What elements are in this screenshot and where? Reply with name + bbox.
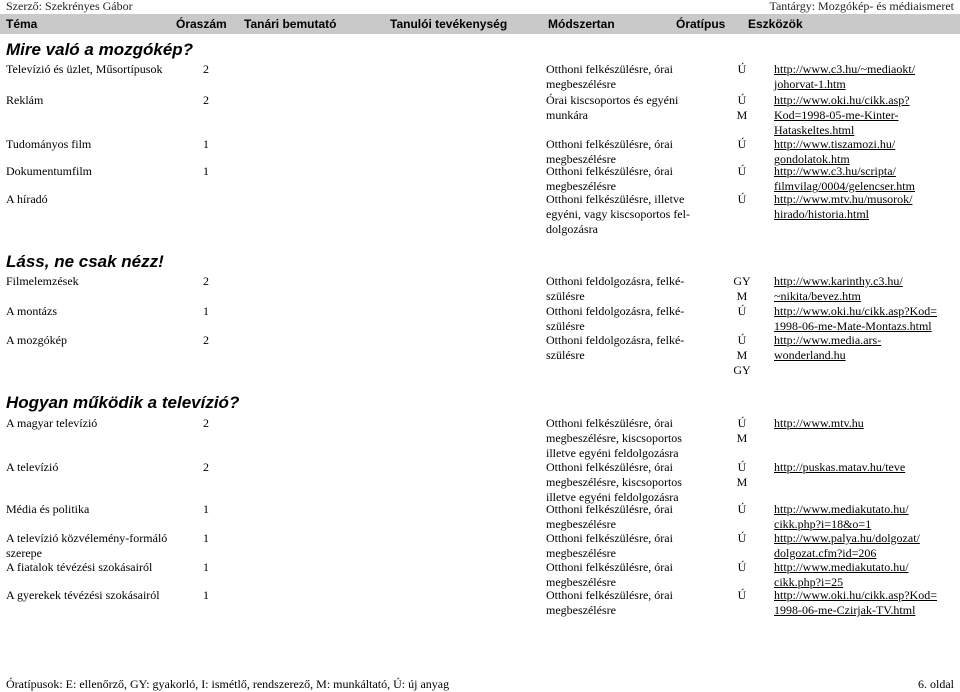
activity-cell xyxy=(546,164,696,194)
hours-cell: 1 xyxy=(203,502,209,516)
activity-cell-line: megbeszélésre xyxy=(546,603,616,617)
col-header-lesson-type: Óratípus xyxy=(676,17,726,31)
activity-cell-line: szülésre xyxy=(546,348,585,362)
lesson-type-cell xyxy=(730,560,754,575)
lesson-type-cell xyxy=(730,304,754,319)
activity-cell-line: Otthoni felkészülésre, órai xyxy=(546,164,673,178)
activity-cell-line: Otthoni feldolgozásra, felké- xyxy=(546,304,685,318)
col-header-teacher-demo: Tanári bemutató xyxy=(244,17,337,31)
topic-cell-line: A televízió közvélemény-formáló xyxy=(6,531,168,545)
hours-cell: 1 xyxy=(203,588,209,602)
tools-link-line[interactable]: cikk.php?i=25 xyxy=(774,575,844,589)
lesson-type-cell xyxy=(730,62,754,77)
col-header-hours: Óraszám xyxy=(176,17,227,31)
tools-link-line[interactable]: gondolatok.htm xyxy=(774,152,850,166)
hours-cell: 2 xyxy=(203,460,209,474)
topic-cell-line: Dokumentumfilm xyxy=(6,164,92,178)
tools-link-line[interactable]: http://www.tiszamozi.hu/ xyxy=(774,137,896,151)
topic-cell xyxy=(6,93,196,108)
tools-link-line[interactable]: http://www.c3.hu/scripta/ xyxy=(774,164,896,178)
tools-link-line[interactable]: 1998-06-me-Czirjak-TV.html xyxy=(774,603,916,617)
tools-link-line[interactable]: johorvat-1.htm xyxy=(774,77,846,91)
hours-cell: 1 xyxy=(203,164,209,178)
activity-cell xyxy=(546,333,696,363)
tools-link[interactable] xyxy=(774,93,954,138)
tools-link-line[interactable]: http://www.palya.hu/dolgozat/ xyxy=(774,531,920,545)
col-header-topic: Téma xyxy=(6,17,38,31)
topic-cell xyxy=(6,137,196,152)
lesson-type-cell-line: Ú xyxy=(737,502,747,516)
lesson-type-cell-line: M xyxy=(736,431,748,445)
lesson-type-cell-line: GY xyxy=(733,274,751,288)
lesson-type-cell-line: Ú xyxy=(737,304,747,318)
topic-cell xyxy=(6,560,196,575)
topic-cell-line: Tudományos film xyxy=(6,137,92,151)
tools-link[interactable] xyxy=(774,137,954,167)
activity-cell-line: Otthoni felkészülésre, órai xyxy=(546,62,673,76)
hours-cell: 1 xyxy=(203,304,209,318)
activity-cell xyxy=(546,588,696,618)
topic-cell-line: Televízió és üzlet, Műsortípusok xyxy=(6,62,163,76)
hours-cell: 2 xyxy=(203,62,209,76)
tools-link[interactable] xyxy=(774,502,954,532)
activity-cell xyxy=(546,502,696,532)
topic-cell-line: A híradó xyxy=(6,192,48,206)
topic-cell xyxy=(6,416,196,431)
lesson-type-cell-line: Ú xyxy=(737,137,747,151)
tools-link-line[interactable]: http://www.oki.hu/cikk.asp?Kod= xyxy=(774,304,937,318)
topic-cell xyxy=(6,274,196,289)
tools-link-line[interactable]: Hataskeltes.html xyxy=(774,123,855,137)
activity-cell-line: munkára xyxy=(546,108,588,122)
lesson-type-cell xyxy=(730,333,754,378)
topic-cell-line: A televízió xyxy=(6,460,59,474)
lesson-type-cell-line: Ú xyxy=(737,62,747,76)
topic-cell xyxy=(6,502,196,517)
topic-cell xyxy=(6,531,196,561)
lesson-type-cell-line: M xyxy=(736,289,748,303)
hours-cell: 2 xyxy=(203,416,209,430)
tools-link-line[interactable]: http://www.karinthy.c3.hu/ xyxy=(774,274,903,288)
activity-cell xyxy=(546,137,696,167)
col-header-tools: Eszközök xyxy=(748,17,803,31)
activity-cell-line: Otthoni felkészülésre, órai xyxy=(546,588,673,602)
activity-cell xyxy=(546,304,696,334)
lesson-type-cell xyxy=(730,164,754,179)
tools-link-line[interactable]: http://www.c3.hu/~mediaokt/ xyxy=(774,62,916,76)
lesson-type-cell xyxy=(730,137,754,152)
activity-cell xyxy=(546,62,696,92)
lesson-type-legend: Óratípusok: E: ellenőrző, GY: gyakorló, I: ismétlő, rendszerező, M: munkáltató, Ú: új anyag xyxy=(6,677,450,691)
activity-cell xyxy=(546,416,696,461)
tools-link-line[interactable]: http://www.mediakutato.hu/ xyxy=(774,560,909,574)
tools-link-line[interactable]: 1998-06-me-Mate-Montazs.html xyxy=(774,319,932,333)
tools-link[interactable] xyxy=(774,62,954,92)
lesson-type-cell-line: Ú xyxy=(737,333,747,347)
tools-link-line[interactable]: http://www.mtv.hu xyxy=(774,416,864,430)
section-title: Láss, ne csak nézz! xyxy=(6,252,164,271)
hours-cell: 2 xyxy=(203,274,209,288)
topic-cell-line: Filmelemzések xyxy=(6,274,79,288)
activity-cell-line: illetve egyéni feldolgozásra xyxy=(546,446,679,460)
topic-cell-line: A fiatalok tévézési szokásairól xyxy=(6,560,153,574)
tools-link[interactable] xyxy=(774,531,954,561)
tools-link[interactable] xyxy=(774,164,954,194)
topic-cell xyxy=(6,333,196,348)
activity-cell-line: Órai kiscsoportos és egyéni xyxy=(546,93,679,107)
tools-link-line[interactable]: ~nikita/bevez.htm xyxy=(774,289,861,303)
lesson-type-cell xyxy=(730,416,754,446)
lesson-type-cell-line: Ú xyxy=(737,460,747,474)
tools-link-line[interactable]: wonderland.hu xyxy=(774,348,846,362)
topic-cell xyxy=(6,62,196,77)
activity-cell-line: Otthoni felkészülésre, órai xyxy=(546,560,673,574)
topic-cell-line: Média és politika xyxy=(6,502,90,516)
table-header xyxy=(0,14,960,34)
tools-link-line[interactable]: http://www.oki.hu/cikk.asp? xyxy=(774,93,910,107)
lesson-type-cell xyxy=(730,531,754,546)
topic-cell xyxy=(6,588,196,603)
page-header xyxy=(0,0,960,14)
activity-cell-line: Otthoni felkészülésre, órai xyxy=(546,137,673,151)
tools-link-line[interactable]: filmvilag/0004/gelencser.htm xyxy=(774,179,915,193)
tools-link[interactable] xyxy=(774,192,954,222)
section-title: Hogyan működik a televízió? xyxy=(6,393,240,412)
lesson-type-cell-line: Ú xyxy=(737,560,747,574)
topic-cell xyxy=(6,192,196,207)
section-title: Mire való a mozgókép? xyxy=(6,40,194,59)
activity-cell-line: egyéni, vagy kiscsoportos fel- xyxy=(546,207,690,221)
lesson-type-cell-line: M xyxy=(736,108,748,122)
activity-cell-line: Otthoni feldolgozásra, felké- xyxy=(546,274,685,288)
tools-link[interactable] xyxy=(774,333,954,363)
lesson-type-cell xyxy=(730,502,754,517)
hours-cell: 1 xyxy=(203,531,209,545)
topic-cell-line: A mozgókép xyxy=(6,333,67,347)
tools-link-line[interactable]: dolgozat.cfm?id=206 xyxy=(774,546,877,560)
activity-cell-line: Otthoni felkészülésre, órai xyxy=(546,460,673,474)
topic-cell-line: A gyerekek tévézési szokásairól xyxy=(6,588,160,602)
lesson-type-cell xyxy=(730,460,754,490)
activity-cell-line: szülésre xyxy=(546,289,585,303)
activity-cell xyxy=(546,531,696,561)
topic-cell-line: Reklám xyxy=(6,93,44,107)
page-number: 6. oldal xyxy=(918,677,954,691)
topic-cell xyxy=(6,164,196,179)
lesson-type-cell-line: Ú xyxy=(737,416,747,430)
tools-link-line[interactable]: http://www.mediakutato.hu/ xyxy=(774,502,909,516)
activity-cell xyxy=(546,460,696,505)
col-header-methodology: Módszertan xyxy=(548,17,615,31)
activity-cell-line: Otthoni felkészülésre, órai xyxy=(546,416,673,430)
topic-cell-line: A montázs xyxy=(6,304,57,318)
lesson-type-cell xyxy=(730,274,754,304)
activity-cell-line: megbeszélésre xyxy=(546,575,616,589)
activity-cell-line: Otthoni felkészülésre, órai xyxy=(546,531,673,545)
activity-cell-line: megbeszélésre, kiscsoportos xyxy=(546,475,682,489)
activity-cell-line: Otthoni felkészülésre, illetve xyxy=(546,192,685,206)
tools-link-line[interactable]: http://www.oki.hu/cikk.asp?Kod= xyxy=(774,588,937,602)
activity-cell xyxy=(546,93,696,123)
hours-cell: 2 xyxy=(203,93,209,107)
activity-cell-line: megbeszélésre xyxy=(546,546,616,560)
tools-link-line[interactable]: cikk.php?i=18&o=1 xyxy=(774,517,872,531)
tools-link-line[interactable]: http://www.mtv.hu/musorok/ xyxy=(774,192,913,206)
activity-cell-line: megbeszélésre xyxy=(546,517,616,531)
lesson-type-cell-line: GY xyxy=(733,363,751,377)
activity-cell-line: illetve egyéni feldolgozásra xyxy=(546,490,679,504)
tools-link[interactable] xyxy=(774,416,954,431)
lesson-type-cell xyxy=(730,588,754,603)
lesson-type-cell-line: M xyxy=(736,348,748,362)
lesson-type-cell-line: Ú xyxy=(737,93,747,107)
lesson-type-cell xyxy=(730,93,754,123)
tools-link[interactable] xyxy=(774,304,954,334)
activity-cell-line: megbeszélésre xyxy=(546,152,616,166)
lesson-type-cell-line: Ú xyxy=(737,192,747,206)
tools-link[interactable] xyxy=(774,560,954,590)
author-label: Szerző: Szekrényes Gábor xyxy=(6,0,133,13)
topic-cell xyxy=(6,460,196,475)
hours-cell: 1 xyxy=(203,137,209,151)
topic-cell-line: A magyar televízió xyxy=(6,416,98,430)
subject-label: Tantárgy: Mozgókép- és médiaismeret xyxy=(769,0,954,13)
hours-cell: 1 xyxy=(203,560,209,574)
activity-cell-line: megbeszélésre, kiscsoportos xyxy=(546,431,682,445)
activity-cell-line: Otthoni felkészülésre, órai xyxy=(546,502,673,516)
lesson-type-cell-line: Ú xyxy=(737,588,747,602)
lesson-type-cell xyxy=(730,192,754,207)
hours-cell: 2 xyxy=(203,333,209,347)
activity-cell-line: Otthoni feldolgozásra, felké- xyxy=(546,333,685,347)
lesson-type-cell-line: Ú xyxy=(737,164,747,178)
col-header-student-activity: Tanulói tevékenység xyxy=(390,17,508,31)
tools-link[interactable] xyxy=(774,460,954,475)
tools-link-line[interactable]: http://puskas.matav.hu/teve xyxy=(774,460,906,474)
tools-link-line[interactable]: Kod=1998-05-me-Kinter- xyxy=(774,108,899,122)
activity-cell xyxy=(546,274,696,304)
tools-link-line[interactable]: hirado/historia.html xyxy=(774,207,869,221)
activity-cell xyxy=(546,192,696,237)
lesson-type-cell-line: M xyxy=(736,475,748,489)
tools-link-line[interactable]: http://www.media.ars- xyxy=(774,333,882,347)
activity-cell-line: megbeszélésre xyxy=(546,179,616,193)
lesson-type-cell-line: Ú xyxy=(737,531,747,545)
topic-cell xyxy=(6,304,196,319)
activity-cell-line: szülésre xyxy=(546,319,585,333)
activity-cell xyxy=(546,560,696,590)
topic-cell-line: szerepe xyxy=(6,546,42,560)
activity-cell-line: megbeszélésre xyxy=(546,77,616,91)
tools-link[interactable] xyxy=(774,588,954,618)
tools-link[interactable] xyxy=(774,274,954,304)
activity-cell-line: dolgozásra xyxy=(546,222,598,236)
